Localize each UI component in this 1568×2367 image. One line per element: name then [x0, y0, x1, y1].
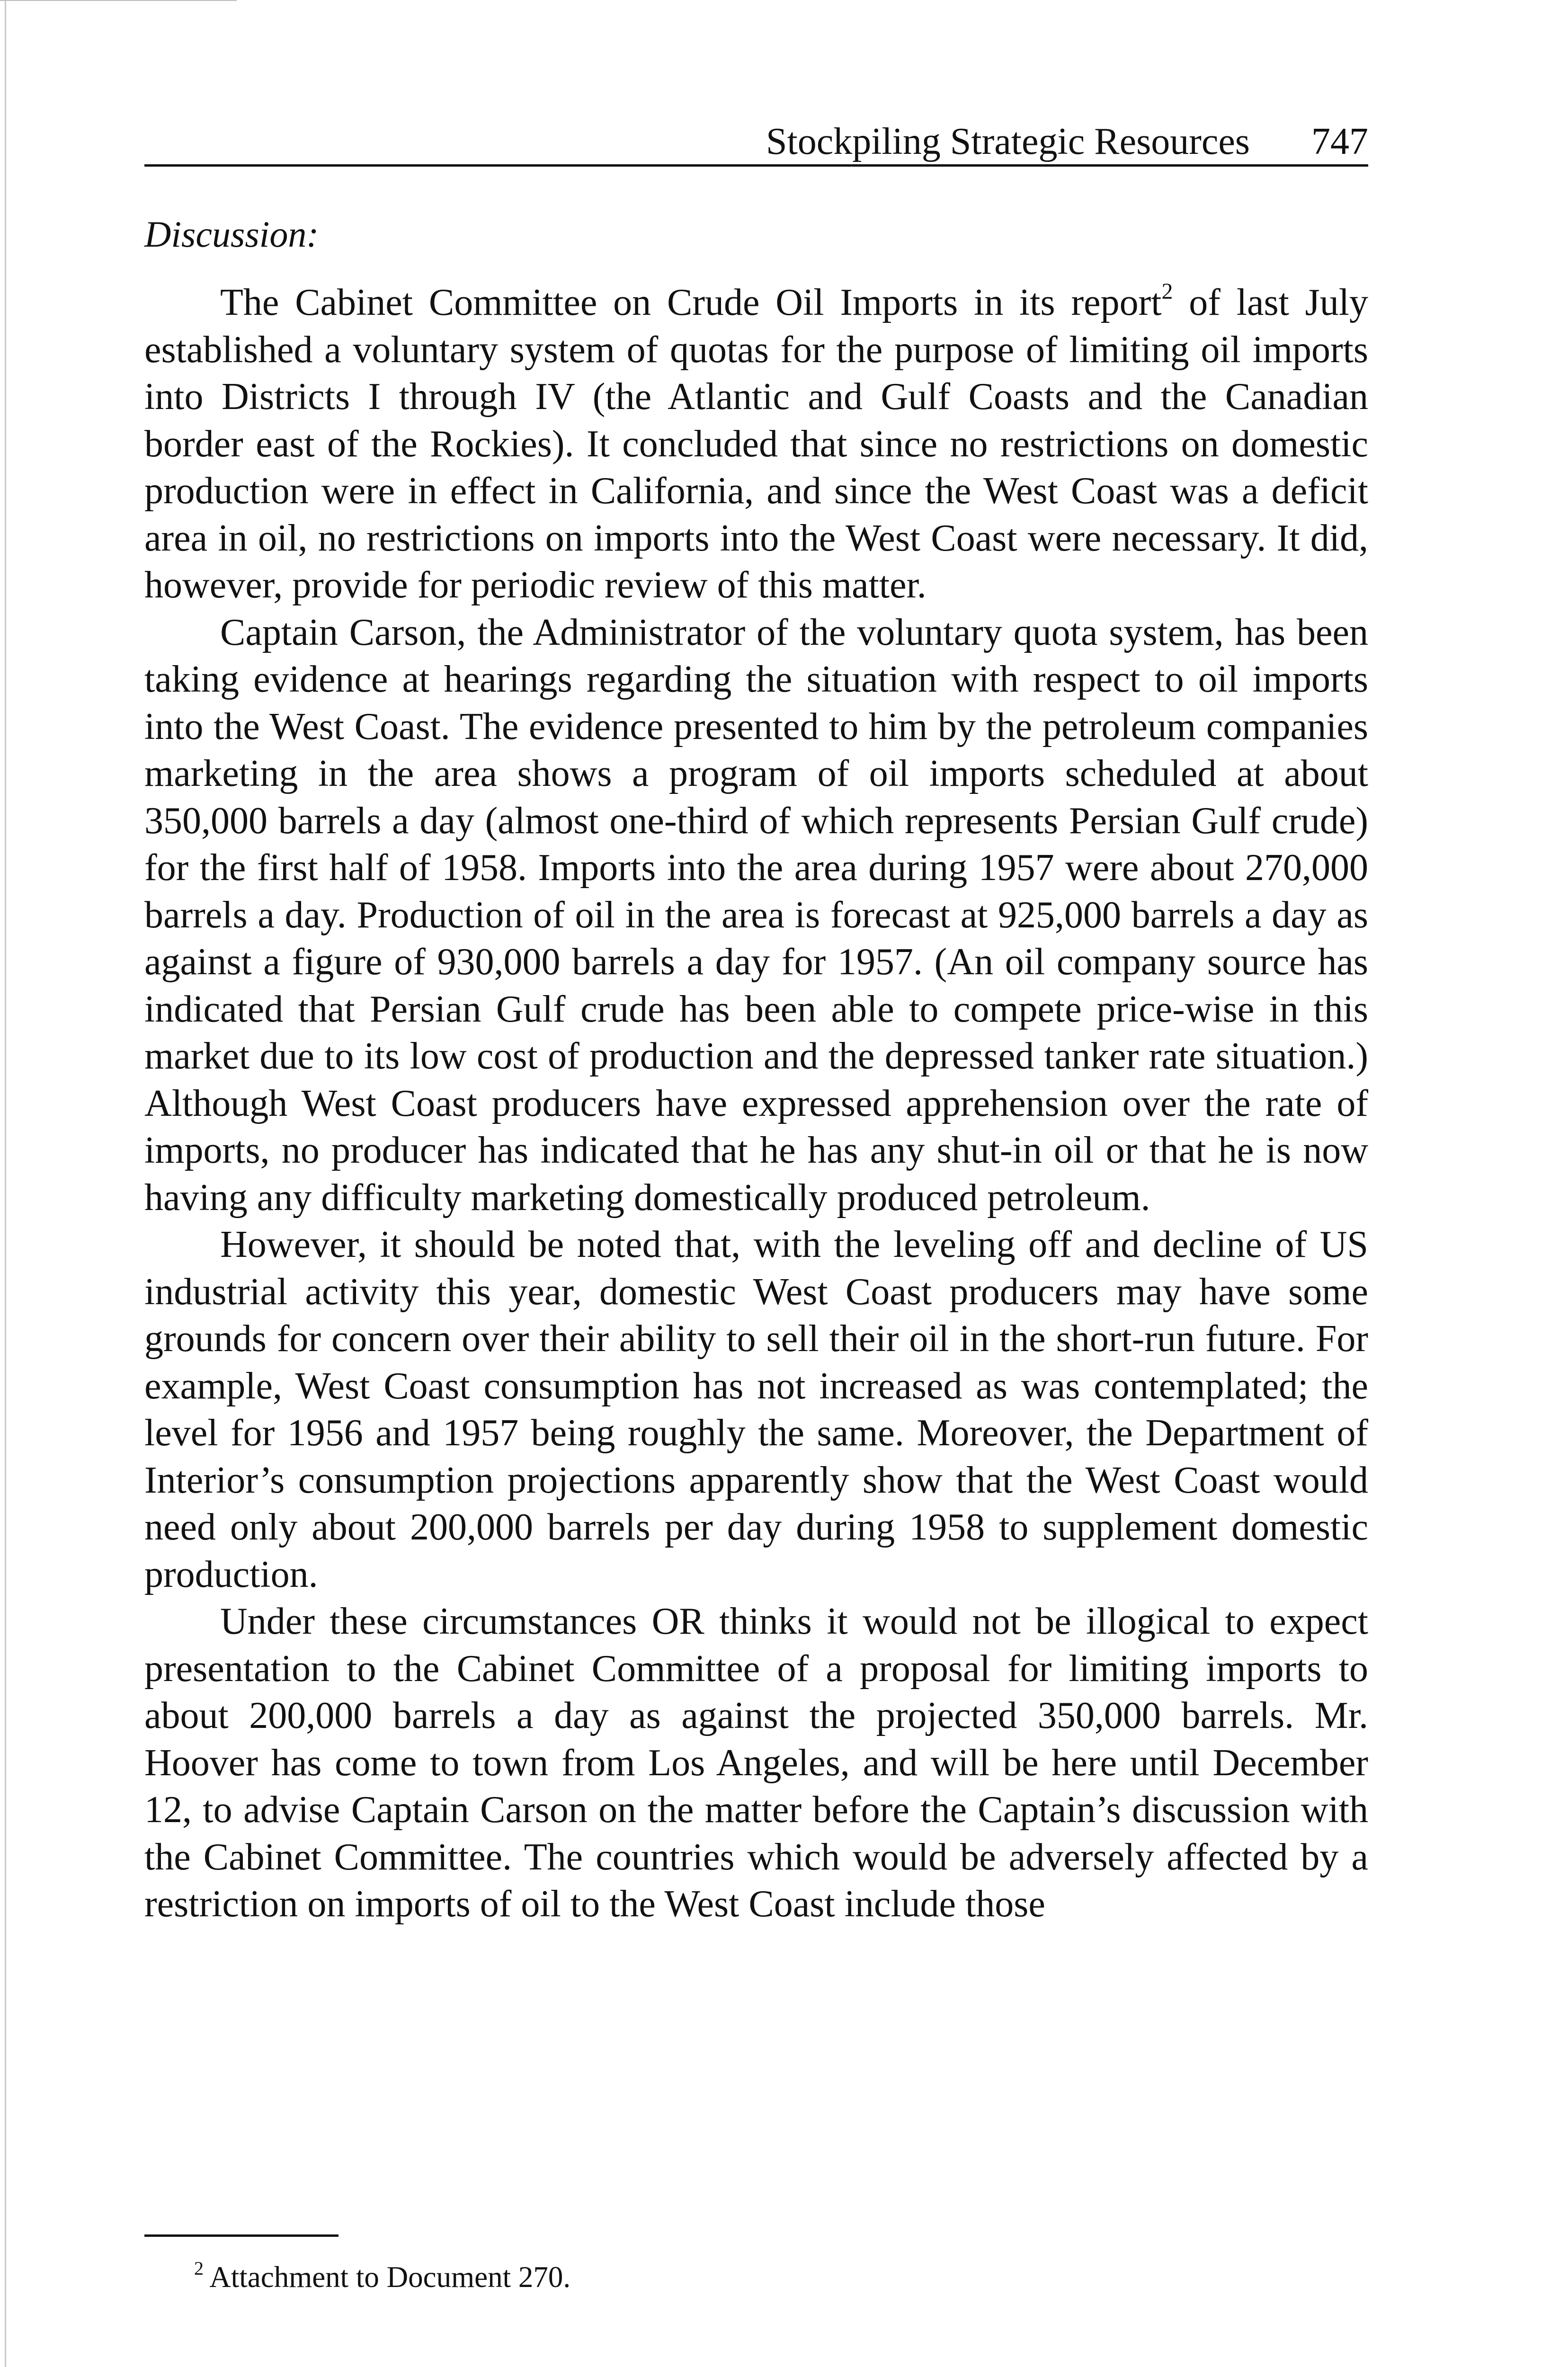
- footnote-text: Attachment to Document 270.: [204, 2260, 571, 2294]
- paragraph-4: Under these circumstances OR thinks it would not be illogical to expect presentation to the Cabinet Committee of a proposal for limiting imports to about 200,000 barrels a day as against the projected 350,000 barrels. Mr. Hoover has come to town from Los Angeles, and will be here until December 12, to advise Captain Carson on the matter before the Captain’s discussion with the Cabinet Committee. The countries which would be adversely affected by a restriction on imports of oil to the West Coast include those: [144, 1601, 1368, 1925]
- section-label: Discussion:: [144, 214, 319, 255]
- running-head: [144, 121, 1368, 167]
- footnote-rule: [144, 2234, 339, 2237]
- paragraph-1-text-before-note: The Cabinet Committee on Crude Oil Imports in its report: [220, 282, 1162, 323]
- footnote-reference: 2: [1161, 279, 1173, 304]
- page-corner-line: [0, 0, 237, 1]
- page-edge-line: [5, 0, 6, 2367]
- paragraph-1-text-after-note: of last July established a voluntary system of quotas for the purpose of limiting oil imports into Districts I through IV (the Atlantic and Gulf Coasts and the Canadian border east of the Rockies). It concluded that since no restrictions on domestic production were in effect in California, and since the West Coast was a deficit area in oil, no restrictions on imports into the West Coast were necessary. It did, however, provide for periodic review of this matter.: [144, 282, 1369, 606]
- paragraph-1: [144, 279, 1368, 609]
- footnote-marker: 2: [194, 2258, 204, 2279]
- running-title: Stockpiling Strategic Resources: [766, 121, 1250, 162]
- paragraph-3: However, it should be noted that, with the leveling off and decline of US industrial activity this year, domestic West Coast producers may have some grounds for concern over their ability to sell their oil in the short-run future. For example, West Coast consumption has not increased as was contemplated; the level for 1956 and 1957 being roughly the same. Moreover, the Department of Interior’s consumption projections apparently show that the West Coast would need only about 200,000 barrels per day during 1958 to supplement domestic production.: [144, 1224, 1368, 1595]
- page-number: 747: [1311, 121, 1368, 162]
- document-body: [144, 279, 1368, 1928]
- paragraph-2: Captain Carson, the Administrator of the voluntary quota system, has been taking evidence at hearings regarding the situation with respect to oil imports into the West Coast. The evidence presented to him by the petroleum companies marketing in the area shows a program of oil imports scheduled at about 350,000 barrels a day (almost one-third of which represents Persian Gulf crude) for the first half of 1958. Imports into the area during 1957 were about 270,000 barrels a day. Production of oil in the area is forecast at 925,000 barrels a day as against a figure of 930,000 barrels a day for 1957. (An oil company source has indicated that Persian Gulf crude has been able to compete price-wise in this market due to its low cost of production and the depressed tanker rate situation.) Although West Coast producers have expressed apprehension over the rate of imports, no producer has indicated that he has any shut-in oil or that he is now having any difficulty marketing domestically produced petroleum.: [144, 611, 1368, 1219]
- footnote: [194, 2258, 570, 2296]
